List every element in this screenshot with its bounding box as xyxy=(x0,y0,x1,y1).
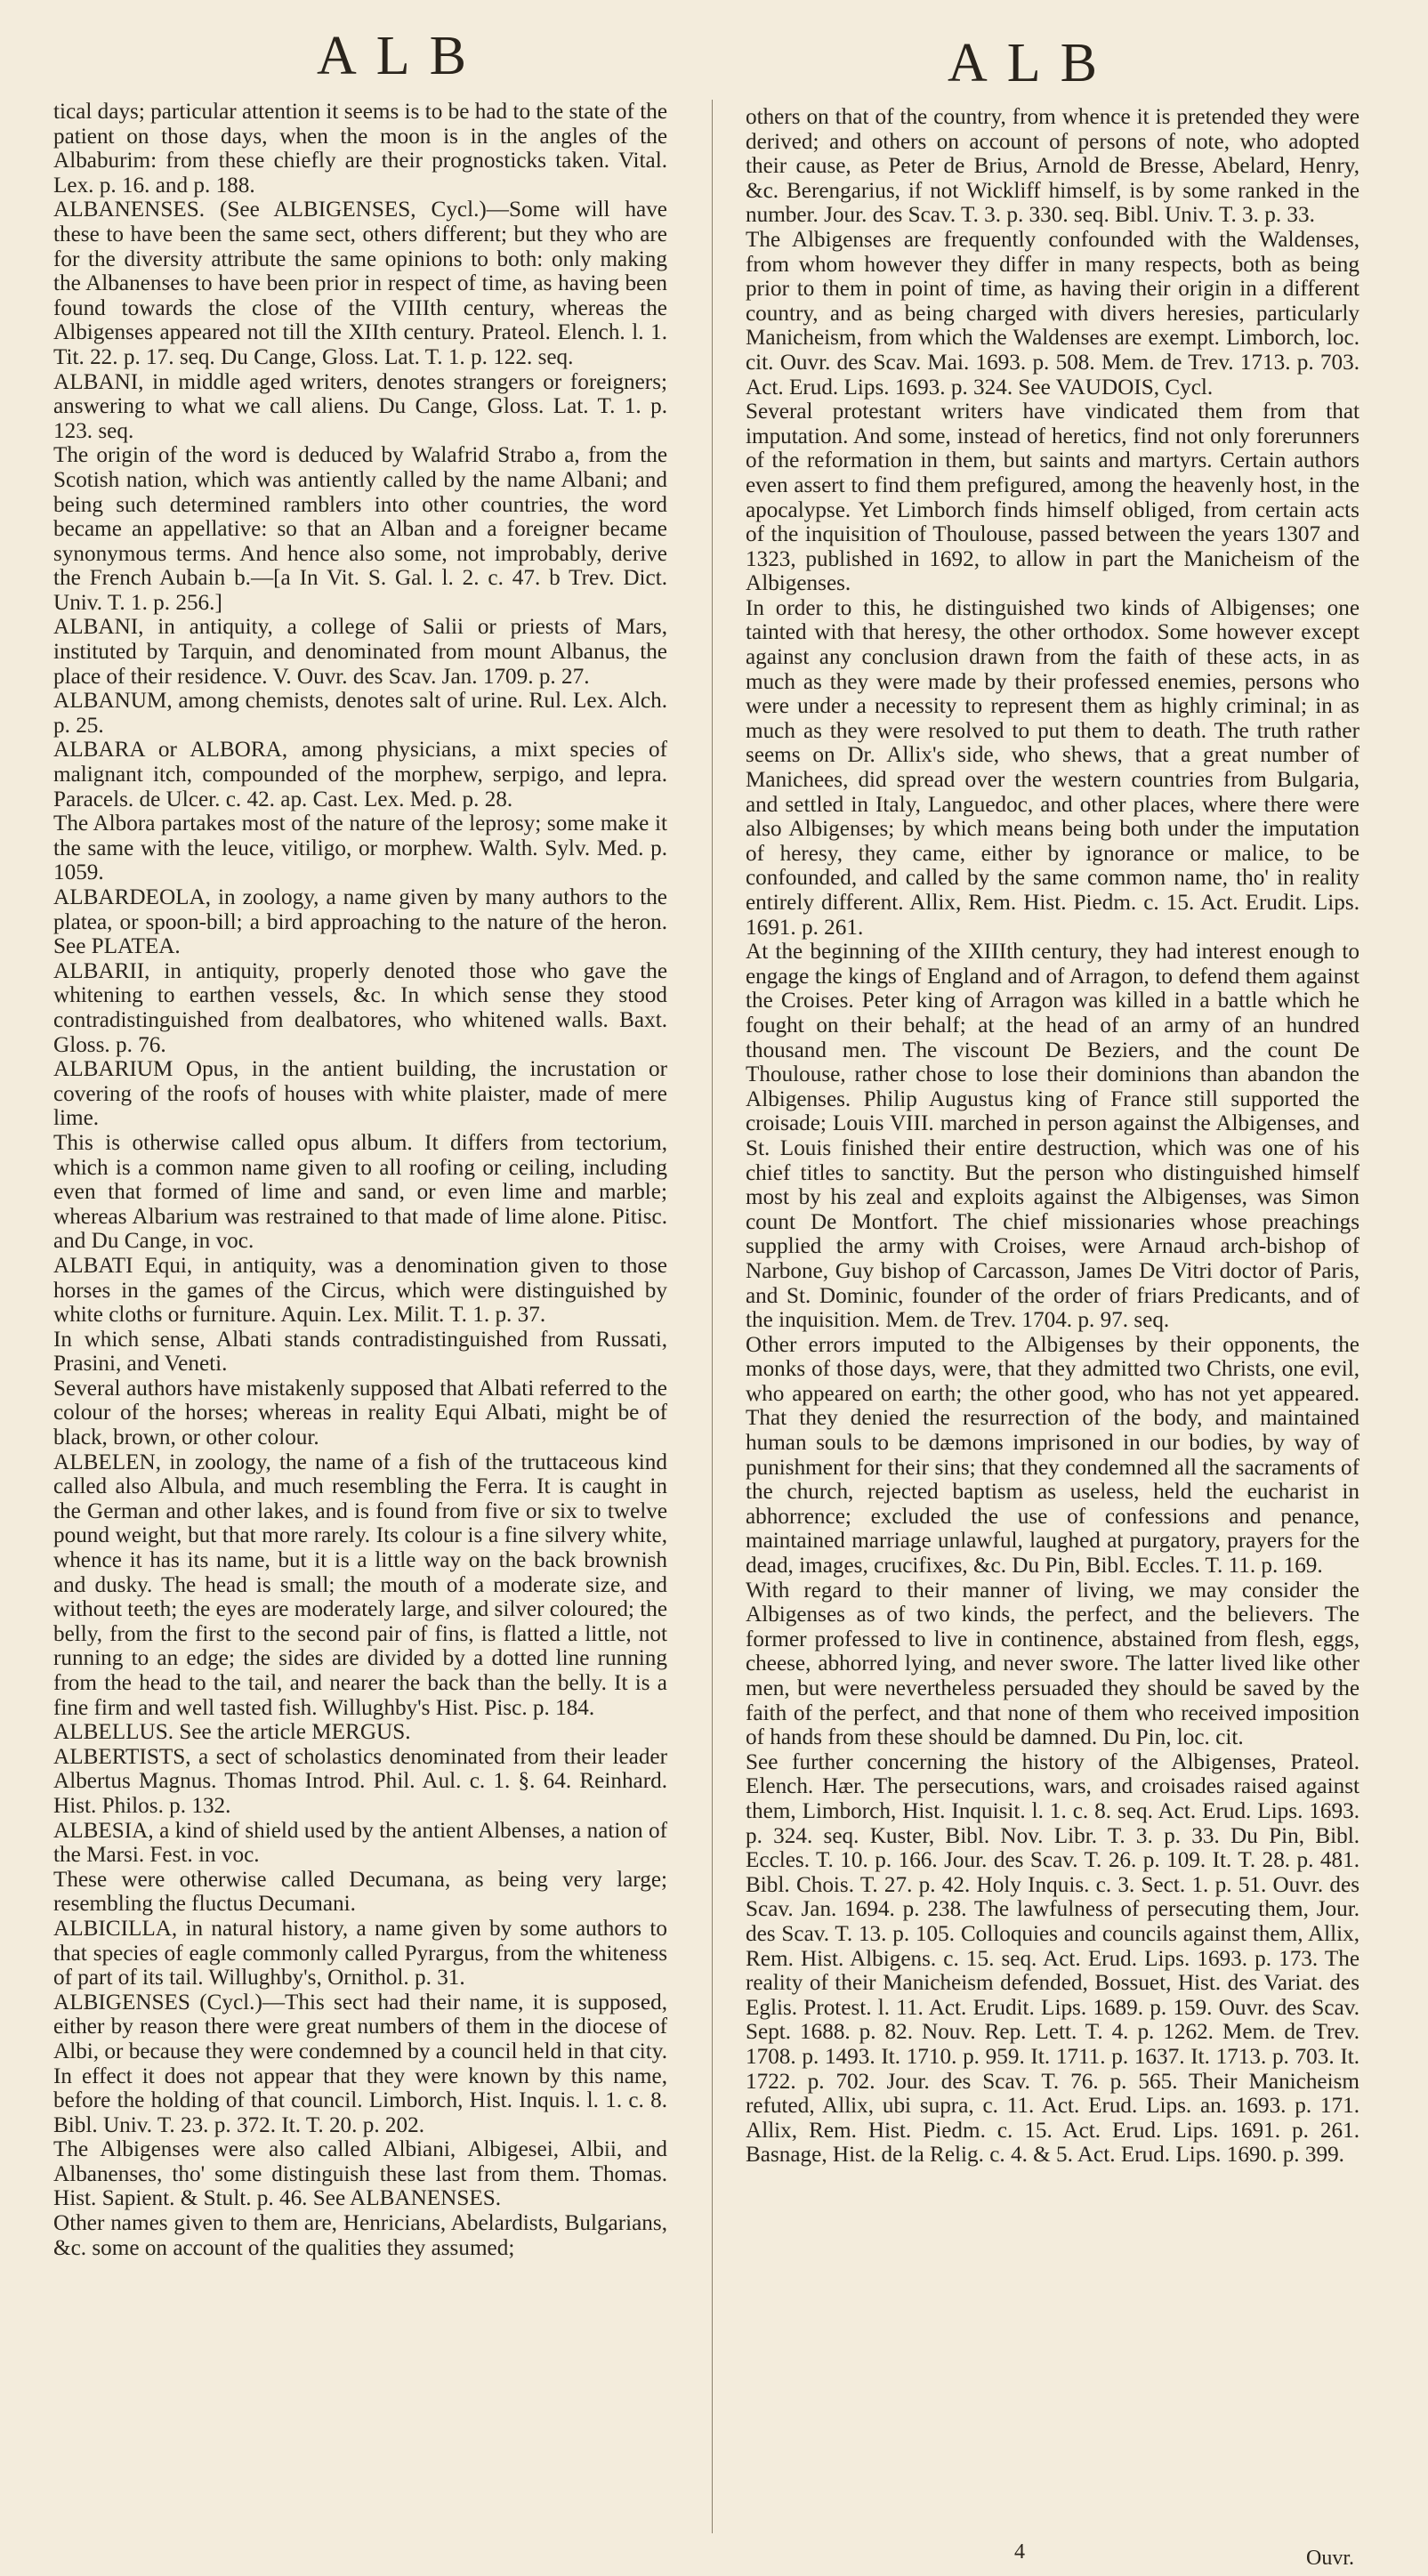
entry-paragraph: The Albigenses are frequently confounded with the Waldenses, from whom however they differ in many respects, both as being prior to them in point of time, as having their origin in a different country, and as being charged with divers heresies, particularly Manicheism, from which the Waldenses are exempt. Limborch, loc. cit. Ouvr. des Scav. Mai. 1693. p. 508. Mem. de Trev. 1713. p. 703. Act. Erud. Lips. 1693. p. 324. See VAUDOIS, Cycl. xyxy=(746,227,1359,400)
entry-paragraph: ALBESIA, a kind of shield used by the antient Albenses, a nation of the Marsi. Fest. in voc. xyxy=(53,1818,667,1868)
entry-paragraph: ALBELLUS. See the article MERGUS. xyxy=(53,1720,411,1745)
entry-paragraph: Other names given to them are, Henricians, Abelardists, Bulgarians, &c. some on account of the qualities they assumed; xyxy=(53,2211,667,2260)
entry-paragraph: The origin of the word is deduced by Walafrid Strabo a, from the Scotish nation, which was antiently called by the name Albani; and being such determined ramblers into other countries, the word became an appellative: so that an Alban and a foreigner became synonymous terms. And hence also some, not improbably, derive the French Aubain b.—[a In Vit. S. Gal. l. 2. c. 47. b Trev. Dict. Univ. T. 1. p. 256.] xyxy=(53,443,667,615)
entry-paragraph: In which sense, Albati stands contradistinguished from Russati, Prasini, and Veneti. xyxy=(53,1327,667,1377)
catchword: Ouvr. xyxy=(1306,2547,1354,2570)
left-column xyxy=(53,100,667,2260)
entry-paragraph: ALBARIUM Opus, in the antient building, the incrustation or covering of the roofs of houses with white plaister, made of mere lime. xyxy=(53,1057,667,1131)
entry-paragraph: ALBANI, in middle aged writers, denotes strangers or foreigners; answering to what we call aliens. Du Cange, Gloss. Lat. T. 1. p. 123. seq. xyxy=(53,369,667,443)
entry-paragraph: ALBICILLA, in natural history, a name given by some authors to that species of eagle commonly called Pyrargus, from the whiteness of part of its tail. Willughby's, Ornithol. p. 31. xyxy=(53,1916,667,1991)
entry-paragraph: ALBARDEOLA, in zoology, a name given by many authors to the platea, or spoon-bill; a bird approaching to the nature of the heron. See PLATEA. xyxy=(53,885,667,959)
entry-paragraph: ALBELEN, in zoology, the name of a fish of the truttaceous kind called also Albula, and much resembling the Ferra. It is caught in the German and other lakes, and is found from five or six to twelve pound weight, but that more rarely. Its colour is a fine silvery white, whence it has its name, but it is a little way on the back brownish and dusky. The head is small; the mouth of a moderate size, and without teeth; the eyes are moderately large, and silver coloured; the belly, from the first to the second pair of fins, is flatted a little, not running to an edge; the sides are divided by a dotted line running from the head to the tail, and nearer the back than the belly. It is a fine firm and well tasted fish. Willughby's Hist. Pisc. p. 184. xyxy=(53,1450,667,1720)
entry-paragraph: These were otherwise called Decumana, as being very large; resembling the fluctus Decumani. xyxy=(53,1867,667,1917)
right-column xyxy=(746,105,1359,2168)
running-head-right: ALB xyxy=(948,33,1117,93)
entry-paragraph: This is otherwise called opus album. It differs from tectorium, which is a common name given to all roofing or ceiling, including even that formed of lime and sand, or even lime and marble; whereas Albarium was restrained to that made of lime alone. Pitisc. and Du Cange, in voc. xyxy=(53,1130,667,1254)
entry-paragraph: ALBARA or ALBORA, among physicians, a mixt species of malignant itch, compounded of the morphew, serpigo, and lepra. Paracels. de Ulcer. c. 42. ap. Cast. Lex. Med. p. 28. xyxy=(53,738,667,812)
entry-paragraph: Several protestant writers have vindicated them from that imputation. And some, instead of heretics, find not only forerunners of the reformation in them, but saints and martyrs. Certain authors even assert to find them prefigured, among the heavenly host, in the apocalypse. Yet Limborch finds himself obliged, from certain acts of the inquisition of Thoulouse, passed between the years 1307 and 1323, published in 1692, to allow in part the Manicheism of the Albigenses. xyxy=(746,400,1359,596)
entry-paragraph: ALBANI, in antiquity, a college of Salii or priests of Mars, instituted by Tarquin, and denominated from mount Albanus, the place of their residence. V. Ouvr. des Scav. Jan. 1709. p. 27. xyxy=(53,615,667,689)
column-rule xyxy=(712,100,713,2533)
entry-paragraph: tical days; particular attention it seems is to be had to the state of the patient on those days, when the moon is in the angles of the Albaburim: from these chiefly are their prognosticks taken. Vital. Lex. p. 16. and p. 188. xyxy=(53,100,667,198)
entry-paragraph: Several authors have mistakenly supposed that Albati referred to the colour of the horses; whereas in reality Equi Albati, might be of black, brown, or other colour. xyxy=(53,1376,667,1450)
entry-paragraph: In order to this, he distinguished two kinds of Albigenses; one tainted with that heresy, the other orthodox. Some however except against any conclusion drawn from the faith of these acts, in as much as they were made by their professed enemies, persons who were under a necessity to represent them as highly criminal; in as much as they were resolved to put them to death. The truth rather seems on Dr. Allix's side, who shews, that a great number of Manichees, did spread over the western countries from Bulgaria, and settled in Italy, Languedoc, and other places, where there were also Albigenses; by which means being both under the imputation of heresy, they came, either by ignorance or malice, to be confounded, and called by the same common name, tho' in reality entirely different. Allix, Rem. Hist. Piedm. c. 15. Act. Erudit. Lips. 1691. p. 261. xyxy=(746,595,1359,940)
entry-paragraph: With regard to their manner of living, we may consider the Albigenses as of two kinds, the perfect, and the believers. The former professed to live in continence, abstained from flesh, eggs, cheese, abhorred lying, and never swore. The latter lived like other men, but were nevertheless persuaded they should be saved by the faith of the perfect, and that none of them who received imposition of hands from these should be damned. Du Pin, loc. cit. xyxy=(746,1578,1359,1750)
entry-paragraph: Other errors imputed to the Albigenses by their opponents, the monks of those days, were, that they admitted two Christs, one evil, who appeared on earth; the other good, who has not yet appeared. That they denied the resurrection of the body, and maintained human souls to be dæmons imprisoned in our bodies, by way of punishment for their sins; that they condemned all the sacraments of the church, rejected baptism as useless, held the eucharist in abhorrence; excluded the use of confessions and penance, maintained marriage unlawful, laughed at purgatory, prayers for the dead, images, crucifixes, &c. Du Pin, Bibl. Eccles. T. 11. p. 169. xyxy=(746,1332,1359,1579)
entry-paragraph: others on that of the country, from whence it is pretended they were derived; and others on account of persons of note, who adopted their cause, as Peter de Brius, Arnold de Bresse, Abelard, Henry, &c. Berengarius, if not Wickliff himself, is by some ranked in the number. Jour. des Scav. T. 3. p. 330. seq. Bibl. Univ. T. 3. p. 33. xyxy=(746,105,1359,228)
entry-paragraph: The Albora partakes most of the nature of the leprosy; some make it the same with the leuce, vitiligo, or morphew. Walth. Sylv. Med. p. 1059. xyxy=(53,812,667,885)
entry-paragraph: ALBATI Equi, in antiquity, was a denomination given to those horses in the games of the Circus, which were distinguished by white cloths or furniture. Aquin. Lex. Milit. T. 1. p. 37. xyxy=(53,1253,667,1328)
entry-paragraph: See further concerning the history of the Albigenses, Prateol. Elench. Hær. The persecutions, wars, and croisades raised against them, Limborch, Hist. Inquisit. l. 1. c. 8. seq. Act. Erud. Lips. 1693. p. 324. seq. Kuster, Bibl. Nov. Libr. T. 3. p. 33. Du Pin, Bibl. Eccles. T. 10. p. 166. Jour. des Scav. T. 26. p. 109. It. T. 28. p. 481. Bibl. Chois. T. 27. p. 42. Holy Inquis. c. 3. Sect. 1. p. 51. Ouvr. des Scav. Jan. 1694. p. 238. The lawfulness of persecuting them, Jour. des Scav. T. 13. p. 105. Colloquies and councils against them, Allix, Rem. Hist. Albigens. c. 15. seq. Act. Erud. Lips. 1693. p. 173. The reality of their Manicheism defended, Bossuet, Hist. des Variat. des Eglis. Protest. l. 11. Act. Erudit. Lips. 1689. p. 159. Ouvr. des Scav. Sept. 1688. p. 82. Nouv. Rep. Lett. T. 4. p. 1262. Mem. de Trev. 1708. p. 1493. It. 1710. p. 959. It. 1711. p. 1637. It. 1713. p. 703. It. 1722. p. 702. Jour. des Scav. T. 76. p. 565. Their Manicheism refuted, Allix, ubi supra, c. 11. Act. Erud. Lips. an. 1693. p. 171. Allix, Rem. Hist. Piedm. c. 15. Act. Erud. Lips. 1691. p. 261. Basnage, Hist. de la Relig. c. 4. & 5. Act. Erud. Lips. 1690. p. 399. xyxy=(746,1749,1359,2168)
entry-paragraph: ALBANUM, among chemists, denotes salt of urine. Rul. Lex. Alch. p. 25. xyxy=(53,689,667,738)
entry-paragraph: ALBIGENSES (Cycl.)—This sect had their name, it is supposed, either by reason there were great numbers of them in the diocese of Albi, or because they were condemned by a council held in that city. In effect it does not appear that they were known by this name, before the holding of that council. Limborch, Hist. Inquis. l. 1. c. 8. Bibl. Univ. T. 23. p. 372. It. T. 20. p. 202. xyxy=(53,1990,667,2137)
running-head-left: ALB xyxy=(317,26,486,86)
entry-paragraph: The Albigenses were also called Albiani, Albigesei, Albii, and Albanenses, tho' some distinguish these last from them. Thomas. Hist. Sapient. & Stult. p. 46. See ALBANENSES. xyxy=(53,2137,667,2211)
entry-paragraph: ALBERTISTS, a sect of scholastics denominated from their leader Albertus Magnus. Thomas Introd. Phil. Aul. c. 1. §. 64. Reinhard. Hist. Philos. p. 132. xyxy=(53,1744,667,1818)
entry-paragraph: ALBANENSES. (See ALBIGENSES, Cycl.)—Some will have these to have been the same sect, others different; but they who are for the diversity attribute the same opinions to both: only making the Albanenses to have been prior in respect of time, as having been found towards the close of the VIIIth century, whereas the Albigenses appeared not till the XIIth century. Prateol. Elench. l. 1. Tit. 22. p. 17. seq. Du Cange, Gloss. Lat. T. 1. p. 122. seq. xyxy=(53,198,667,369)
entry-paragraph: At the beginning of the XIIIth century, they had interest enough to engage the kings of England and of Arragon, to defend them against the Croises. Peter king of Arragon was killed in a battle which he fought on their behalf; at the head of an army of an hundred thousand men. The viscount De Beziers, and the count De Thoulouse, rather chose to lose their dominions than abandon the Albigenses. Philip Augustus king of France still supported the croisade; Louis VIII. marched in person against the Albigenses, and St. Louis finished their entire destruction, which was one of his chief titles to sanctity. But the person who distinguished himself most by his zeal and exploits against the Albigenses, was Simon count De Montfort. The chief missionaries whose preachings supplied the army with Croises, were Arnaud arch-bishop of Narbone, Guy bishop of Carcasson, James De Vitri doctor of Paris, and St. Dominic, founder of the order of friars Predicants, and of the inquisition. Mem. de Trev. 1704. p. 97. seq. xyxy=(746,940,1359,1333)
entry-paragraph: ALBARII, in antiquity, properly denoted those who gave the whitening to earthen vessels, &c. In which sense they stood contradistinguished from dealbatores, who whitened walls. Baxt. Gloss. p. 76. xyxy=(53,958,667,1057)
page-number: 4 xyxy=(1014,2540,1025,2564)
